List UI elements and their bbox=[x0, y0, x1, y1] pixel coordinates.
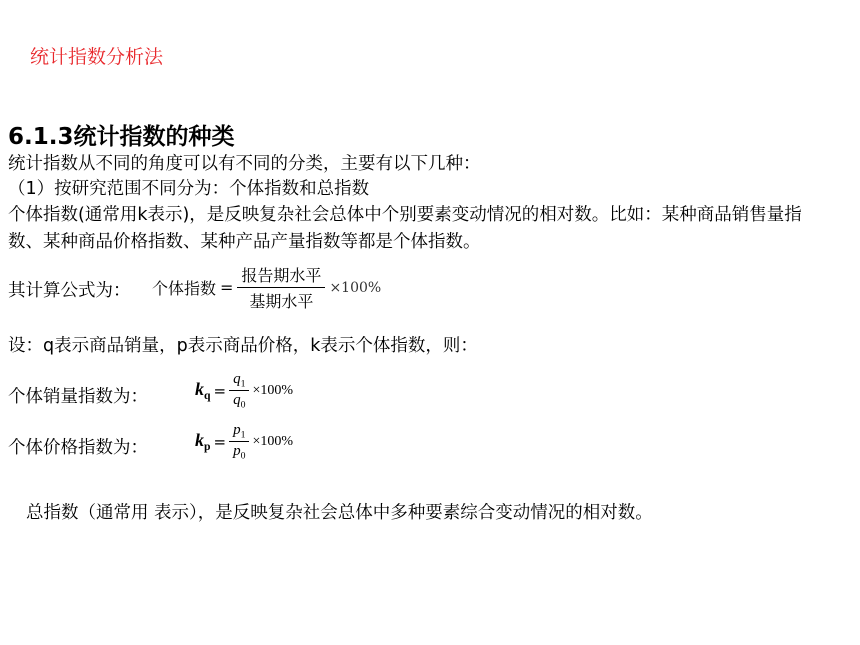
price-index-formula bbox=[195, 422, 293, 462]
price-fraction bbox=[229, 422, 249, 462]
point-1-text: （1）按研究范围不同分为：个体指数和总指数 bbox=[8, 179, 370, 199]
quantity-fraction bbox=[229, 371, 249, 411]
price-k-symbol: $k_p$ bbox=[195, 430, 211, 454]
price-index-label: 个体价格指数为： bbox=[8, 438, 148, 458]
quantity-equals: = bbox=[213, 381, 227, 400]
formula-times-percent: ×100% bbox=[329, 279, 382, 296]
quantity-index-label: 个体销量指数为： bbox=[8, 387, 148, 407]
formula-equals: = bbox=[220, 278, 234, 297]
price-numerator: $p_1$ bbox=[229, 422, 249, 442]
quantity-numerator: $q_1$ bbox=[229, 371, 249, 391]
price-times-percent: ×100% bbox=[252, 433, 294, 449]
quantity-times-percent: ×100% bbox=[252, 382, 294, 398]
quantity-k-symbol: $k_q$ bbox=[195, 379, 211, 403]
individual-index-definition: 个体指数(通常用k表示)，是反映复杂社会总体中个别要素变动情况的相对数。比如：某种商品销售量指数、某种商品价格指数、某种产品产量指数等都是个体指数。 bbox=[8, 205, 802, 252]
intro-text: 统计指数从不同的角度可以有不同的分类，主要有以下几种： bbox=[8, 154, 481, 174]
price-denominator: $p_0$ bbox=[233, 443, 246, 462]
quantity-denominator: $q_0$ bbox=[233, 392, 246, 411]
quantity-index-formula bbox=[195, 371, 293, 411]
individual-index-formula bbox=[152, 263, 381, 312]
formula-fraction bbox=[237, 263, 325, 312]
slide-header: 统计指数分析法 bbox=[30, 46, 164, 68]
section-title: 6.1.3统计指数的种类 bbox=[8, 124, 235, 150]
formula-label: 其计算公式为： bbox=[8, 281, 131, 301]
total-index-definition: 总指数（通常用 表示），是反映复杂社会总体中多种要素综合变动情况的相对数。 bbox=[26, 503, 653, 523]
formula-denominator: 基期水平 bbox=[249, 292, 314, 311]
let-definitions: 设：q表示商品销量，p表示商品价格，k表示个体指数，则： bbox=[8, 336, 478, 356]
price-equals: = bbox=[213, 432, 227, 451]
formula-numerator: 报告期水平 bbox=[237, 263, 325, 288]
formula-lhs: 个体指数 bbox=[152, 279, 217, 298]
